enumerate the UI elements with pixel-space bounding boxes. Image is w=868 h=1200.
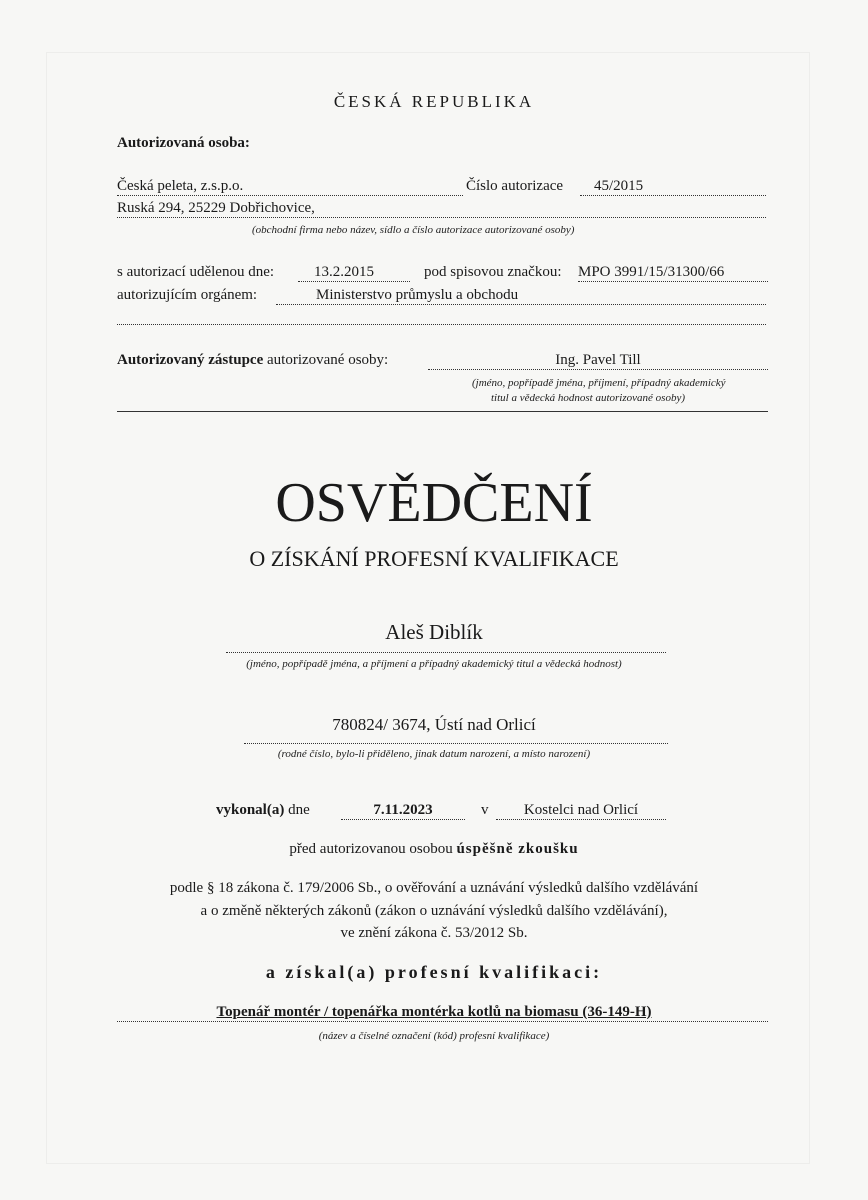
holder-birth-caption: (rodné číslo, bylo-li přiděleno, jinak datum narození, a místo narození) bbox=[277, 748, 591, 760]
exam-performed-label bbox=[216, 802, 310, 819]
authorized-person-address: Ruská 294, 25229 Dobřichovice, bbox=[117, 200, 766, 218]
file-number-label: pod spisovou značkou: bbox=[424, 264, 562, 280]
performed-label: vykonal(a) bbox=[216, 802, 285, 818]
exam-date: 7.11.2023 bbox=[341, 802, 465, 820]
holder-name-line bbox=[226, 652, 666, 653]
exam-place-label: v bbox=[481, 802, 489, 818]
authorization-number-label: Číslo autorizace bbox=[466, 178, 564, 194]
granted-date: 13.2.2015 bbox=[298, 264, 410, 282]
granted-date-label: s autorizací udělenou dne: bbox=[117, 264, 275, 280]
qualification-line bbox=[117, 1021, 768, 1022]
empty-dotted-line bbox=[117, 310, 766, 325]
representative-caption-line1: (jméno, popřípadě jména, příjmení, případný akademický bbox=[472, 377, 726, 389]
representative-caption-line2: titul a vědecká hodnost autorizované osoby) bbox=[491, 392, 685, 404]
holder-birth-line bbox=[244, 743, 668, 744]
certificate-title: OSVĚDČENÍ bbox=[275, 472, 593, 534]
page-frame bbox=[46, 52, 810, 1164]
representative-label-bold: Autorizovaný zástupce bbox=[117, 352, 264, 368]
date-label: dne bbox=[288, 802, 310, 818]
authorized-person-label: Autorizovaná osoba: bbox=[117, 135, 250, 151]
qualification-caption: (název a číselné označení (kód) profesní kvalifikace) bbox=[318, 1030, 550, 1042]
before-text: před autorizovanou osobou bbox=[289, 841, 453, 857]
authorized-person-name: Česká peleta, z.s.p.o. bbox=[117, 178, 463, 196]
law-line2: a o změně některých zákonů (zákon o uznávání výsledků dalšího vzdělávání), bbox=[200, 903, 668, 919]
qualification-name: Topenář montér / topenářka montérka kotlů na biomasu (36-149-H) bbox=[216, 1004, 652, 1020]
representative-name: Ing. Pavel Till bbox=[428, 352, 768, 370]
authorization-number: 45/2015 bbox=[580, 178, 766, 196]
authorizing-body: Ministerstvo průmyslu a obchodu bbox=[276, 287, 766, 305]
law-line1: podle § 18 zákona č. 179/2006 Sb., o ověřování a uznávání výsledků dalšího vzdělávání bbox=[169, 880, 699, 896]
exam-before-line bbox=[0, 841, 868, 858]
representative-label bbox=[117, 352, 388, 369]
success-text: úspěšně zkoušku bbox=[456, 841, 579, 857]
country-heading: ČESKÁ REPUBLIKA bbox=[333, 92, 535, 111]
representative-label-rest: autorizované osoby: bbox=[267, 352, 389, 368]
law-line3: ve znění zákona č. 53/2012 Sb. bbox=[340, 925, 528, 941]
holder-name-caption: (jméno, popřípadě jména, a příjmení a případný akademický titul a vědecká hodnost) bbox=[246, 658, 622, 670]
authorizing-body-label: autorizujícím orgánem: bbox=[117, 287, 258, 303]
exam-place: Kostelci nad Orlicí bbox=[496, 802, 666, 820]
qualification-heading: a získal(a) profesní kvalifikaci: bbox=[265, 962, 603, 982]
authorized-person-caption: (obchodní firma nebo název, sídlo a číslo autorizace autorizované osoby) bbox=[252, 224, 575, 236]
section-divider bbox=[117, 411, 768, 412]
file-number: MPO 3991/15/31300/66 bbox=[578, 264, 768, 282]
certificate-subtitle: O ZÍSKÁNÍ PROFESNÍ KVALIFIKACE bbox=[249, 546, 619, 571]
holder-name: Aleš Diblík bbox=[385, 620, 483, 644]
holder-birth: 780824/ 3674, Ústí nad Orlicí bbox=[332, 715, 536, 734]
